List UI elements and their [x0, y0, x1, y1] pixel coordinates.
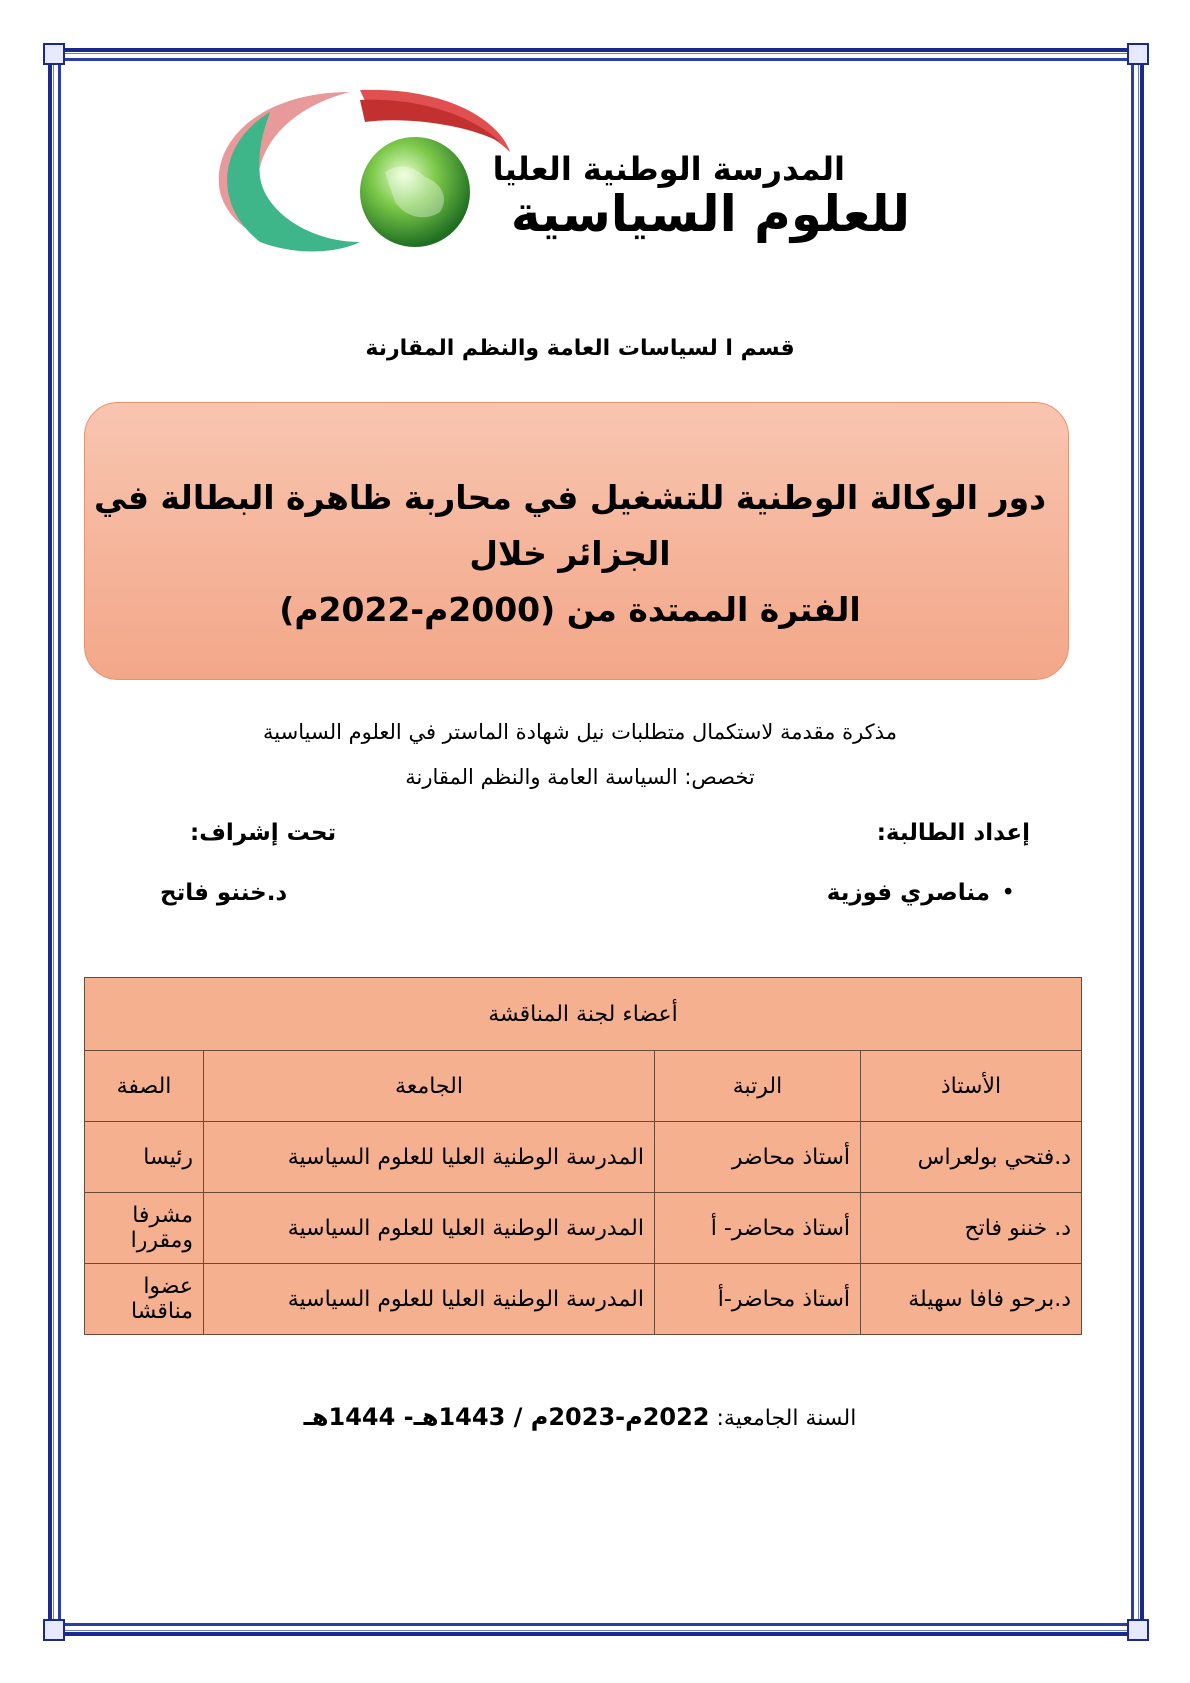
- academic-year-label: السنة الجامعية:: [716, 1406, 857, 1431]
- header-rank: الرتبة: [655, 1051, 861, 1122]
- cell-university: المدرسة الوطنية العليا للعلوم السياسية: [204, 1122, 655, 1193]
- supervisor-name: د.خننو فاتح: [160, 880, 288, 906]
- prepared-by-label: إعداد الطالبة:: [876, 820, 1030, 846]
- logo-line-2: للعلوم السياسية: [510, 185, 910, 243]
- header-professor: الأستاذ: [861, 1051, 1082, 1122]
- cell-rank: أستاذ محاضر-أ: [655, 1264, 861, 1335]
- bullet-icon: •: [1001, 880, 1015, 906]
- logo-line-1: المدرسة الوطنية العليا: [492, 150, 845, 188]
- cell-professor: د.فتحي بولعراس: [861, 1122, 1082, 1193]
- cell-professor: د.برحو فافا سهيلة: [861, 1264, 1082, 1335]
- border-corner-bottom-right: [1127, 1619, 1149, 1641]
- cell-rank: أستاذ محاضر: [655, 1122, 861, 1193]
- memo-statement: مذكرة مقدمة لاستكمال متطلبات نيل شهادة الماستر في العلوم السياسية: [263, 720, 897, 744]
- header-university: الجامعة: [204, 1051, 655, 1122]
- committee-table: [84, 977, 1082, 1335]
- thesis-title-line-1: دور الوكالة الوطنية للتشغيل في محاربة ظاهرة البطالة في الجزائر خلال: [93, 478, 1047, 573]
- thesis-title: [90, 470, 1050, 638]
- cell-role: رئيسا: [85, 1122, 204, 1193]
- table-header-row: [85, 1051, 1082, 1122]
- table-row: [85, 1264, 1082, 1335]
- cell-role: عضوا مناقشا: [85, 1264, 204, 1335]
- cell-university: المدرسة الوطنية العليا للعلوم السياسية: [204, 1193, 655, 1264]
- supervised-by-label: تحت إشراف:: [190, 820, 337, 846]
- table-row: [85, 1122, 1082, 1193]
- border-corner-top-left: [43, 43, 65, 65]
- academic-year: [80, 1403, 1080, 1431]
- specialization: تخصص: السياسة العامة والنظم المقارنة: [405, 765, 755, 789]
- border-corner-top-right: [1127, 43, 1149, 65]
- department-name: قسم ا لسياسات العامة والنظم المقارنة: [365, 336, 795, 361]
- student-name: مناصري فوزية: [826, 880, 990, 906]
- cell-role: مشرفا ومقررا: [85, 1193, 204, 1264]
- thesis-title-line-2: الفترة الممتدة من (2000م-2022م): [279, 590, 861, 629]
- committee-caption: أعضاء لجنة المناقشة: [85, 978, 1082, 1051]
- cell-university: المدرسة الوطنية العليا للعلوم السياسية: [204, 1264, 655, 1335]
- table-row: [85, 1193, 1082, 1264]
- header-role: الصفة: [85, 1051, 204, 1122]
- cell-professor: د. خننو فاتح: [861, 1193, 1082, 1264]
- cell-rank: أستاذ محاضر- أ: [655, 1193, 861, 1264]
- academic-year-value: 2022م-2023م / 1443هـ- 1444هـ: [303, 1403, 710, 1431]
- border-corner-bottom-left: [43, 1619, 65, 1641]
